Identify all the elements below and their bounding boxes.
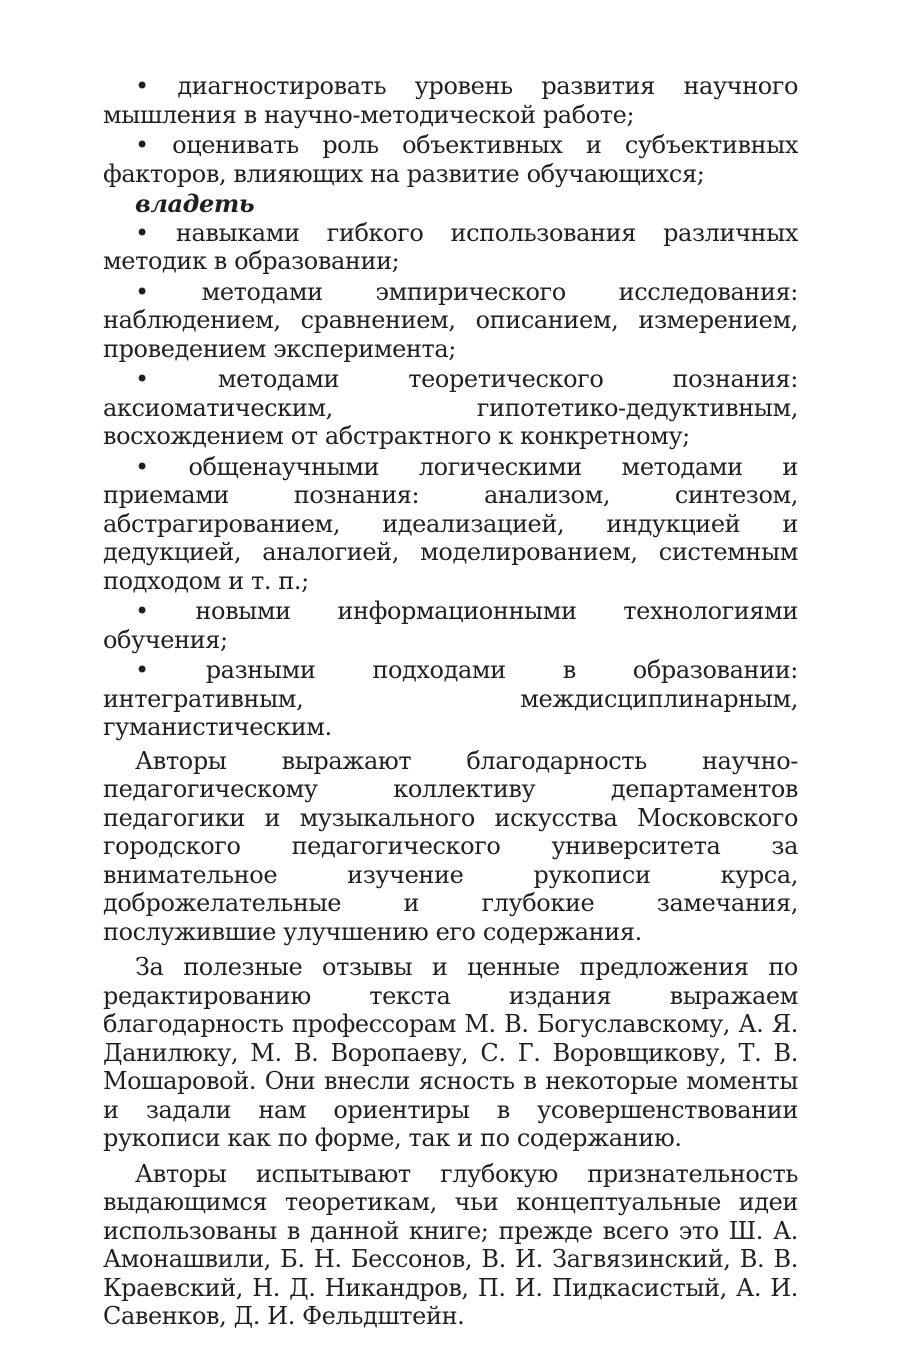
bullet-item: • методами теоретического познания: аксиоматическим, гипотетико-дедуктивным, восхождением от абстрактного к конкретному; [103, 365, 798, 450]
bullet-item: • разными подходами в образовании: интегративным, междисциплинарным, гуманистическим. [103, 656, 798, 741]
bullet-item: • методами эмпирического исследования: наблюдением, сравнением, описанием, измерением, проведением эксперимента; [103, 277, 798, 363]
bullet-item: • диагностировать уровень развития научного мышления в научно-методической работе; [103, 72, 798, 129]
section-heading: владеть [135, 189, 255, 218]
acknowledgement-paragraph: Авторы испытывают глубокую признательность выдающимся теоретикам, чьи концептуальные идеи использованы в данной книге; прежде всего это Ш. А. Амонашвили, Б. Н. Бессонов, В. И. Загвязинский, В. В. Краевский, Н. Д. Никандров, П. И. Пидкасистый, А. И. Савенков, Д. И. Фельдштейн. [103, 1159, 798, 1330]
acknowledgement-paragraph: За полезные отзывы и ценные предложения по редактированию текста издания выражаем благодарность профессорам М. В. Богуславскому, А. Я. Данилюку, М. В. Воропаеву, С. Г. Воровщикову, Т. В. Мошаровой. Они внесли ясность в некоторые моменты и задали нам ориентиры в усовершенствовании рукописи как по форме, так и по содержанию. [103, 953, 798, 1152]
bullet-item: • общенаучными логическими методами и приемами познания: анализом, синтезом, абстрагированием, идеализацией, индукцией и дедукцией, аналогией, моделированием, системным подходом и т. п.; [103, 452, 798, 595]
bullet-item: • новыми информационными технологиями обучения; [103, 597, 798, 654]
bullet-item: • навыками гибкого использования различных методик в образовании; [103, 218, 798, 275]
bullet-item: • оценивать роль объективных и субъективных факторов, влияющих на развитие обучающихся; [103, 131, 798, 188]
acknowledgement-paragraph: Авторы выражают благодарность научно-педагогическому коллективу департаментов педагогики и музыкального искусства Московского городского педагогического университета за внимательное изучение рукописи курса, доброжелательные и глубокие замечания, послужившие улучшению его содержания. [103, 746, 798, 946]
page-body [103, 72, 798, 1331]
